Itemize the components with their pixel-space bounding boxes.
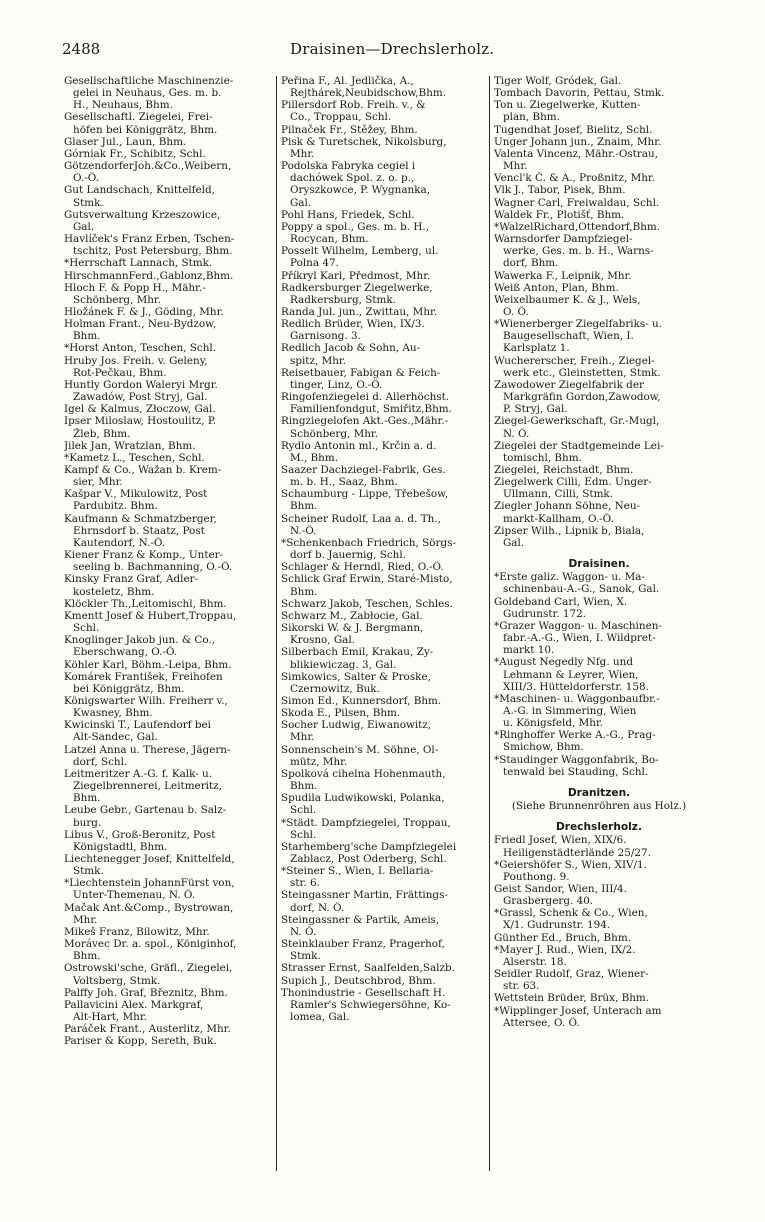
entry-continuation: M., Bhm. xyxy=(290,451,339,464)
directory-entry: Jilek Jan, Wratzlan, Bhm. xyxy=(64,439,196,452)
directory-entry: Redlich Jacob & Sohn, Au- xyxy=(281,342,421,355)
entry-continuation: P. Stryj, Gal. xyxy=(503,403,568,416)
directory-entry: Waldek Fr., Plotišť, Bhm. xyxy=(494,208,625,221)
directory-entry: Silberbach Emil, Krakau, Zy- xyxy=(281,646,434,659)
directory-entry: Rydlo Antonin ml., Krčin a. d. xyxy=(281,439,437,452)
page-number: 2488 xyxy=(62,40,101,58)
directory-entry: Gut Landschach, Knittelfeld, xyxy=(64,184,215,197)
entry-continuation: Kwasney, Bhm. xyxy=(73,707,153,720)
directory-entry: Pohl Hans, Friedek, Schl. xyxy=(281,208,415,221)
entry-continuation: Heiligenstädterlände 25/27. xyxy=(503,846,651,859)
entry-continuation: Schl. xyxy=(290,804,317,817)
directory-entry: Holman Frant., Neu-Bydzow, xyxy=(64,318,217,331)
directory-entry: *Mayer J. Rud., Wien, IX/2. xyxy=(494,943,636,956)
entry-continuation: tschitz, Post Petersburg, Bhm. xyxy=(73,245,233,258)
column-divider-2 xyxy=(489,76,490,1171)
directory-entry: *August Negedly Nfg. und xyxy=(494,656,633,669)
directory-entry: Skoda E., Pilsen, Bhm. xyxy=(281,707,401,720)
directory-entry: GötzendorferJoh.&Co.,Weibern, xyxy=(64,160,232,173)
entry-continuation: bei Königgrätz, Bhm. xyxy=(73,682,185,695)
column-2 xyxy=(281,75,489,1195)
entry-continuation: Ramler's Schwiegersöhne, Ko- xyxy=(290,998,451,1011)
directory-entry: Simkowics, Salter & Proske, xyxy=(281,670,431,683)
directory-entry: Valenta Vincenz, Mähr.-Ostrau, xyxy=(494,147,659,160)
directory-entry: *Herrschaft Lannach, Stmk. xyxy=(64,257,213,270)
entry-continuation: sier, Mhr. xyxy=(73,476,123,489)
entry-continuation: plan, Bhm. xyxy=(503,111,560,124)
entry-continuation: Pouthong. 9. xyxy=(503,870,570,883)
directory-entry: Kinsky Franz Graf, Adler- xyxy=(64,573,199,586)
directory-entry: Ipser Miloslaw, Hostoulitz, P. xyxy=(64,415,217,428)
entry-continuation: Rejthárek,Neubidschow,Bhm. xyxy=(290,87,447,100)
directory-entry: Sonnenschein's M. Söhne, Ol- xyxy=(281,743,439,756)
entry-continuation: str. 63. xyxy=(503,980,540,993)
directory-entry: Thonindustrie - Gesellschaft H. xyxy=(281,986,446,999)
directory-entry: Friedl Josef, Wien, XIX/6. xyxy=(494,834,627,847)
directory-entry: *Ringhoffer Werke A.-G., Prag- xyxy=(494,729,656,742)
entry-continuation: Bhm. xyxy=(73,950,101,963)
directory-entry: Ziegel-Gewerkschaft, Gr.-Mugl, xyxy=(494,415,660,428)
entry-continuation: Königstadtl, Bhm. xyxy=(73,840,168,853)
entry-continuation: Gal. xyxy=(73,220,95,233)
entry-continuation: Schönberg, Mhr. xyxy=(73,293,162,306)
entry-continuation: dorf, N. Ö. xyxy=(290,901,345,914)
directory-entry: Pallavicini Alex. Markgraf, xyxy=(64,998,204,1011)
entry-continuation: Stmk. xyxy=(73,196,104,209)
entry-continuation: Mhr. xyxy=(290,731,315,744)
entry-continuation: H., Neuhaus, Bhm. xyxy=(73,99,173,112)
entry-continuation: Zablacz, Post Oderberg, Schl. xyxy=(290,853,447,865)
directory-entry: Seidler Rudolf, Graz, Wiener- xyxy=(494,968,649,981)
directory-entry: Kiener Franz & Komp., Unter- xyxy=(64,549,224,562)
directory-entry: Hruby Jos. Freih. v. Geleny, xyxy=(64,354,208,367)
directory-entry: Randa Jul. jun., Zwittau, Mhr. xyxy=(281,305,438,318)
entry-continuation: Mhr. xyxy=(503,160,528,173)
entry-continuation: mütz, Mhr. xyxy=(290,755,348,768)
entry-continuation: Schönberg, Mhr. xyxy=(290,427,379,440)
entry-continuation: Bhm. xyxy=(290,780,318,793)
entry-continuation: Lehmann & Leyrer, Wien, xyxy=(503,668,639,681)
directory-entry: Sikorski W. & J. Bergmann, xyxy=(281,622,424,635)
directory-entry: Spolková cihelna Hohenmauth, xyxy=(281,767,446,780)
entry-continuation: werk etc., Gleinstetten, Stmk. xyxy=(503,366,661,379)
directory-entry: *Kametz L., Teschen, Schl. xyxy=(64,451,205,464)
directory-entry: Latzel Anna u. Therese, Jägern- xyxy=(64,743,231,756)
directory-entry: Ziegelei der Stadtgemeinde Lei- xyxy=(494,439,664,452)
entry-continuation: kosteletz, Bhm. xyxy=(73,585,155,598)
entry-continuation: Karlsplatz 1. xyxy=(503,342,570,355)
entry-continuation: seeling b. Bachmanning, O.-Ö. xyxy=(73,561,233,574)
directory-entry: Unger Johann jun., Znaim, Mhr. xyxy=(494,135,662,148)
entry-continuation: markt 10. xyxy=(503,644,555,657)
directory-entry: Scheiner Rudolf, Laa a. d. Th., xyxy=(281,512,441,525)
directory-entry: Kwicinski T., Laufendorf bei xyxy=(64,719,211,732)
directory-entry: Kampf & Co., Wažan b. Krem- xyxy=(64,464,222,476)
directory-entry: *Erste galiz. Waggon- u. Ma- xyxy=(494,571,645,584)
directory-entry: Havlíček's Franz Erben, Tschen- xyxy=(64,233,235,246)
directory-entry: Reisetbauer, Fabigan & Feich- xyxy=(281,366,441,379)
column-3 xyxy=(494,75,704,1195)
entry-continuation: Garnisong. 3. xyxy=(290,330,361,343)
entry-continuation: Stmk. xyxy=(73,865,104,878)
entry-continuation: Grasbergerg. 40. xyxy=(503,895,594,908)
entry-continuation: A.-G. in Simmering, Wien xyxy=(503,704,637,717)
entry-continuation: dorf, Schl. xyxy=(73,755,128,768)
entry-continuation: burg. xyxy=(73,816,102,829)
entry-continuation: gelei in Neuhaus, Ges. m. b. xyxy=(73,87,222,100)
section-heading: Draisinen. xyxy=(568,558,630,571)
directory-entry: *Liechtenstein JohannFürst von, xyxy=(64,877,235,890)
entry-continuation: schinenbau-A.-G., Sanok, Gal. xyxy=(503,583,660,596)
entry-continuation: X/1. Gudrunstr. 194. xyxy=(503,919,611,932)
entry-continuation: Bhm. xyxy=(73,330,101,343)
directory-entry: Ziegelwerk Cilli, Edm. Unger- xyxy=(494,476,652,489)
directory-entry: *Städt. Dampfziegelei, Troppau, xyxy=(281,816,451,829)
directory-entry: Spudila Ludwikowski, Polanka, xyxy=(281,792,445,805)
entry-continuation: Gal. xyxy=(290,196,312,209)
directory-entry: Tugendhat Josef, Bielitz, Schl. xyxy=(494,123,653,136)
entry-continuation: Smichow, Bhm. xyxy=(503,741,584,754)
directory-entry: Liechtenegger Josef, Knittelfeld, xyxy=(64,853,235,865)
entry-continuation: tomischl, Bhm. xyxy=(503,451,582,464)
directory-entry: Günther Ed., Bruch, Bhm. xyxy=(494,931,632,944)
directory-entry: Leitmeritzer A.-G. f. Kalk- u. xyxy=(64,767,213,780)
section-heading: Dranitzen. xyxy=(567,786,631,799)
directory-entry: Igel & Kalmus, Złoczow, Gal. xyxy=(64,403,216,416)
entry-continuation: O. Ö. xyxy=(503,305,529,318)
directory-entry: Königswarter Wilh. Freiherr v., xyxy=(64,694,228,707)
entry-continuation: Ziegelbrennerei, Leitmeritz, xyxy=(73,780,222,793)
directory-entry: Kaufmann & Schmatzberger, xyxy=(64,512,217,525)
directory-entry: Ringofenziegelei d. Allerhöchst. xyxy=(281,391,450,404)
directory-entry: Redlich Brüder, Wien, IX/3. xyxy=(281,318,425,331)
entry-continuation: tenwald bei Stauding, Schl. xyxy=(503,765,649,778)
directory-entry: Gutsverwaltung Krzeszowice, xyxy=(64,208,221,221)
entry-continuation: höfen bei Königgrätz, Bhm. xyxy=(73,123,218,136)
entry-continuation: Rocycan, Bhm. xyxy=(290,233,369,246)
directory-entry: Komárek František, Freihofen xyxy=(64,670,223,683)
column-1 xyxy=(64,75,274,1195)
entry-continuation: Eberschwang, O.-Ö. xyxy=(73,646,178,659)
directory-entry: Socher Ludwig, Eiwanowitz, xyxy=(281,719,432,732)
directory-entry: Starhemberg'sche Dampfziegelei xyxy=(281,840,457,853)
column-divider-1 xyxy=(276,76,277,1171)
entry-continuation: Bhm. xyxy=(290,585,318,598)
directory-entry: Zipser Wilh., Lipnik b, Biala, xyxy=(494,524,645,537)
directory-entry: Knoglinger Jakob jun. & Co., xyxy=(64,634,216,647)
directory-entry: Kašpar V., Mikulowitz, Post xyxy=(64,488,208,501)
directory-entry: Huntly Gordon Waleryi Mrgr. xyxy=(64,378,218,391)
entry-continuation: Krosno, Gal. xyxy=(290,634,355,647)
directory-entry: Paráček Frant., Austerlitz, Mhr. xyxy=(64,1023,231,1036)
directory-entry: Górniak Fr., Schibitz, Schl. xyxy=(64,147,206,160)
directory-entry: Goldeband Carl, Wien, X. xyxy=(494,595,628,608)
entry-continuation: Co., Troppau, Schl. xyxy=(290,111,392,124)
entry-continuation: dorf, Bhm. xyxy=(503,257,559,270)
directory-entry: *Wipplinger Josef, Unterach am xyxy=(494,1004,662,1017)
directory-entry: Posselt Wilhelm, Lemberg, ul. xyxy=(281,245,439,258)
directory-entry: Supich J., Deutschbrod, Bhm. xyxy=(281,974,436,987)
directory-entry: Mikeš Franz, Bilowitz, Mhr. xyxy=(64,925,210,938)
directory-entry: Ton u. Ziegelwerke, Kutten- xyxy=(494,99,641,112)
entry-continuation: Voltsberg, Stmk. xyxy=(73,974,161,987)
entry-continuation: Ehrnsdorf b. Staatz, Post xyxy=(73,524,205,537)
entry-continuation: Alt-Sandec, Gal. xyxy=(73,731,158,744)
entry-continuation: Polna 47. xyxy=(290,257,339,270)
entry-continuation: N. Ö. xyxy=(503,427,530,440)
directory-entry: *Geiershöfer S., Wien, XIV/1. xyxy=(494,858,647,871)
spacer xyxy=(494,778,704,784)
directory-entry: Schwarz M., Zabłocie, Gal. xyxy=(281,609,423,622)
directory-entry: Zawodower Ziegelfabrik der xyxy=(494,378,644,391)
entry-continuation: Alt-Hart, Mhr. xyxy=(73,1011,147,1024)
directory-entry: Warnsdorfer Dampfziegel- xyxy=(494,233,633,246)
directory-entry: Ziegler Johann Söhne, Neu- xyxy=(494,500,641,513)
directory-entry: Radkersburger Ziegelwerke, xyxy=(281,281,433,294)
directory-entry: Weiß Anton, Plan, Bhm. xyxy=(494,281,619,294)
directory-entry: Simon Ed., Kunnersdorf, Bhm. xyxy=(281,694,442,707)
entry-continuation: Unter-Themenau, N. Ö. xyxy=(73,889,196,902)
entry-continuation: markt-Kallham, O.-Ö. xyxy=(503,512,614,525)
directory-entry: Libus V., Groß-Beronitz, Post xyxy=(64,828,216,841)
directory-entry: Wawerka F., Leipnik, Mhr. xyxy=(494,269,632,282)
entry-continuation: str. 6. xyxy=(290,877,320,890)
directory-entry: Weixelbaumer K. & J., Wels, xyxy=(494,293,641,306)
entry-continuation: Mhr. xyxy=(73,913,98,926)
entry-continuation: Oryszkowce, P. Wygnanka, xyxy=(290,184,431,197)
entry-continuation: Schl. xyxy=(290,828,317,841)
directory-entry: Příkryl Karl, Předmost, Mhr. xyxy=(281,269,431,282)
entry-continuation: Stmk. xyxy=(290,950,321,963)
directory-entry: Wettstein Brüder, Brüx, Bhm. xyxy=(494,992,650,1005)
entry-continuation: Markgräfin Gordon,Zawodow, xyxy=(503,391,661,404)
entry-continuation: Pardubitz. Bhm. xyxy=(73,500,158,513)
directory-entry: Morávec Dr. a. spol., Königinhof, xyxy=(64,938,237,951)
entry-continuation: dachówek Spol. z. o. p., xyxy=(290,172,415,185)
directory-entry: Schlager & Herndl, Ried, O.-Ö. xyxy=(281,561,444,574)
spacer xyxy=(494,812,704,818)
entry-continuation: Bhm. xyxy=(290,500,318,513)
entry-continuation: Gal. xyxy=(503,536,525,549)
directory-entry: Tombach Davorin, Pettau, Stmk. xyxy=(494,87,665,100)
directory-entry: *Steiner S., Wien, I. Bellaria- xyxy=(281,865,434,878)
directory-entry: Schwarz Jakob, Teschen, Schles. xyxy=(281,597,453,610)
directory-entry: Ziegelei, Reichstadt, Bhm. xyxy=(494,464,634,476)
entry-continuation: O.-Ö. xyxy=(73,172,99,185)
entry-continuation: lomea, Gal. xyxy=(290,1011,350,1024)
directory-entry: HirschmannFerd.,Gablonz,Bhm. xyxy=(64,269,234,282)
directory-entry: Wagner Carl, Freiwaldau, Schl. xyxy=(494,196,660,209)
directory-entry: Tiger Wolf, Gródek, Gal. xyxy=(494,75,622,87)
directory-entry: Glaser Jul., Laun, Bhm. xyxy=(64,135,187,148)
entry-continuation: Czernowitz, Buk. xyxy=(290,682,380,695)
directory-entry: Geist Sandor, Wien, III/4. xyxy=(494,883,627,895)
entry-continuation: Bhm. xyxy=(73,792,101,805)
directory-entry: Pillersdorf Rob. Freih. v., & xyxy=(281,99,426,112)
page-header xyxy=(0,40,765,62)
entry-continuation: Zawadów, Post Stryj, Gal. xyxy=(73,391,208,404)
directory-entry: Vencl'k Č. & A., Proßnitz, Mhr. xyxy=(494,172,656,185)
directory-entry: *Grassl, Schenk & Co., Wien, xyxy=(494,907,648,920)
entry-continuation: Radkersburg, Stmk. xyxy=(290,293,396,306)
entry-continuation: werke, Ges. m. b. H., Warns- xyxy=(503,245,654,258)
entry-continuation: Gudrunstr. 172. xyxy=(503,607,587,620)
entry-continuation: Familienfondgut, Smiřitz,Bhm. xyxy=(290,403,452,416)
entry-continuation: m. b. H., Saaz, Bhm. xyxy=(290,476,398,489)
entry-continuation: Žleb, Bhm. xyxy=(73,427,131,440)
directory-entry: Klöckler Th.,Leitomischl, Bhm. xyxy=(64,597,227,610)
directory-entry: Steingassner Martin, Frättings- xyxy=(281,889,448,902)
running-title: Draisinen—Drechslerholz. xyxy=(290,40,495,58)
directory-entry: *Grazer Waggon- u. Maschinen- xyxy=(494,619,662,632)
entry-continuation: Ullmann, Cilli, Stmk. xyxy=(503,488,614,501)
entry-continuation: Schl. xyxy=(73,622,100,635)
entry-continuation: Attersee, O. Ö. xyxy=(503,1016,580,1029)
spacer xyxy=(494,549,704,555)
directory-entry: *Maschinen- u. Waggonbaufbr.- xyxy=(494,692,660,705)
directory-entry: Wuchererscher, Freih., Ziegel- xyxy=(494,354,655,367)
directory-entry: Hložánek F. & J., Göding, Mhr. xyxy=(64,305,224,318)
directory-entry: Schaumburg - Lippe, Třebešow, xyxy=(281,488,449,501)
section-heading: Drechslerholz. xyxy=(555,821,642,834)
directory-entry: Gesellschaftliche Maschinenzie- xyxy=(64,75,234,87)
directory-entry: Hloch F. & Popp H., Mähr.- xyxy=(64,281,206,294)
entry-continuation: tinger, Linz, O.-Ö. xyxy=(290,378,383,391)
cross-reference-note: (Siehe Brunnenröhren aus Holz.) xyxy=(511,800,687,813)
directory-entry: Saazer Dachziegel-Fabrik, Ges. xyxy=(281,464,446,476)
entry-continuation: N. Ö. xyxy=(290,925,317,938)
entry-continuation: spitz, Mhr. xyxy=(290,354,347,367)
directory-entry: Vlk J., Tabor, Pisek, Bhm. xyxy=(494,184,626,197)
directory-entry: *Horst Anton, Teschen, Schl. xyxy=(64,342,217,355)
entry-continuation: u. Königsfeld, Mhr. xyxy=(503,717,604,730)
directory-entry: Pariser & Kopp, Sereth, Buk. xyxy=(64,1035,217,1048)
entry-continuation: Mhr. xyxy=(290,147,315,160)
directory-entry: Peřina F., Al. Jedlička, A., xyxy=(281,75,414,87)
directory-entry: Pisk & Turetschek, Nikolsburg, xyxy=(281,135,447,148)
directory-entry: Köhler Karl, Böhm.-Leipa, Bhm. xyxy=(64,658,232,671)
directory-entry: Kmentt Josef & Hubert,Troppau, xyxy=(64,609,237,622)
entry-continuation: dorf b. Jauernig, Schl. xyxy=(290,549,406,562)
entry-continuation: N.-Ö. xyxy=(290,524,317,537)
directory-entry: *Schenkenbach Friedrich, Sörgs- xyxy=(281,536,457,549)
entry-continuation: Kautendorf, N.-Ö. xyxy=(73,536,166,549)
entry-continuation: blikiewiczag. 3, Gal. xyxy=(290,658,397,671)
directory-entry: Leube Gebr., Gartenau b. Salz- xyxy=(64,804,227,817)
directory-entry: Podolska Fabryka cegiel i xyxy=(281,160,416,173)
directory-entry: Poppy a spol., Ges. m. b. H., xyxy=(281,220,430,233)
directory-entry: *WalzelRichard,Ottendorf,Bhm. xyxy=(494,220,661,233)
directory-entry: Strasser Ernst, Saalfelden,Salzb. xyxy=(281,962,455,975)
directory-entry: Steinklauber Franz, Pragerhof, xyxy=(281,938,445,951)
directory-entry: Steingassner & Partik, Ameis, xyxy=(281,913,440,926)
directory-entry: Gesellschaftl. Ziegelei, Frei- xyxy=(64,111,213,124)
directory-entry: *Wienerberger Ziegelfabriks- u. xyxy=(494,318,663,331)
entry-continuation: Rot-Pečkau, Bhm. xyxy=(73,366,167,379)
directory-entry: Ringziegelofen Akt.-Ges.,Mähr.- xyxy=(281,415,449,428)
directory-entry: Palffy Joh. Graf, Březnitz, Bhm. xyxy=(64,986,228,999)
entry-continuation: Alserstr. 18. xyxy=(503,955,567,968)
directory-entry: Mačak Ant.&Comp., Bystrowan, xyxy=(64,901,234,914)
directory-entry: Schlick Graf Erwin, Staré-Misto, xyxy=(281,573,453,586)
directory-entry: Pilnaček Fr., Stěžey, Bhm. xyxy=(281,123,418,136)
directory-entry: Ostrowski'sche, Gräfl., Ziegelei, xyxy=(64,962,233,975)
entry-continuation: fabr.-A.-G., Wien, I. Wildpret- xyxy=(503,632,656,645)
entry-continuation: Baugesellschaft, Wien, I. xyxy=(503,330,634,343)
entry-continuation: XIII/3. Hütteldorferstr. 158. xyxy=(503,680,649,693)
directory-entry: *Staudinger Waggonfabrik, Bo- xyxy=(494,753,659,766)
